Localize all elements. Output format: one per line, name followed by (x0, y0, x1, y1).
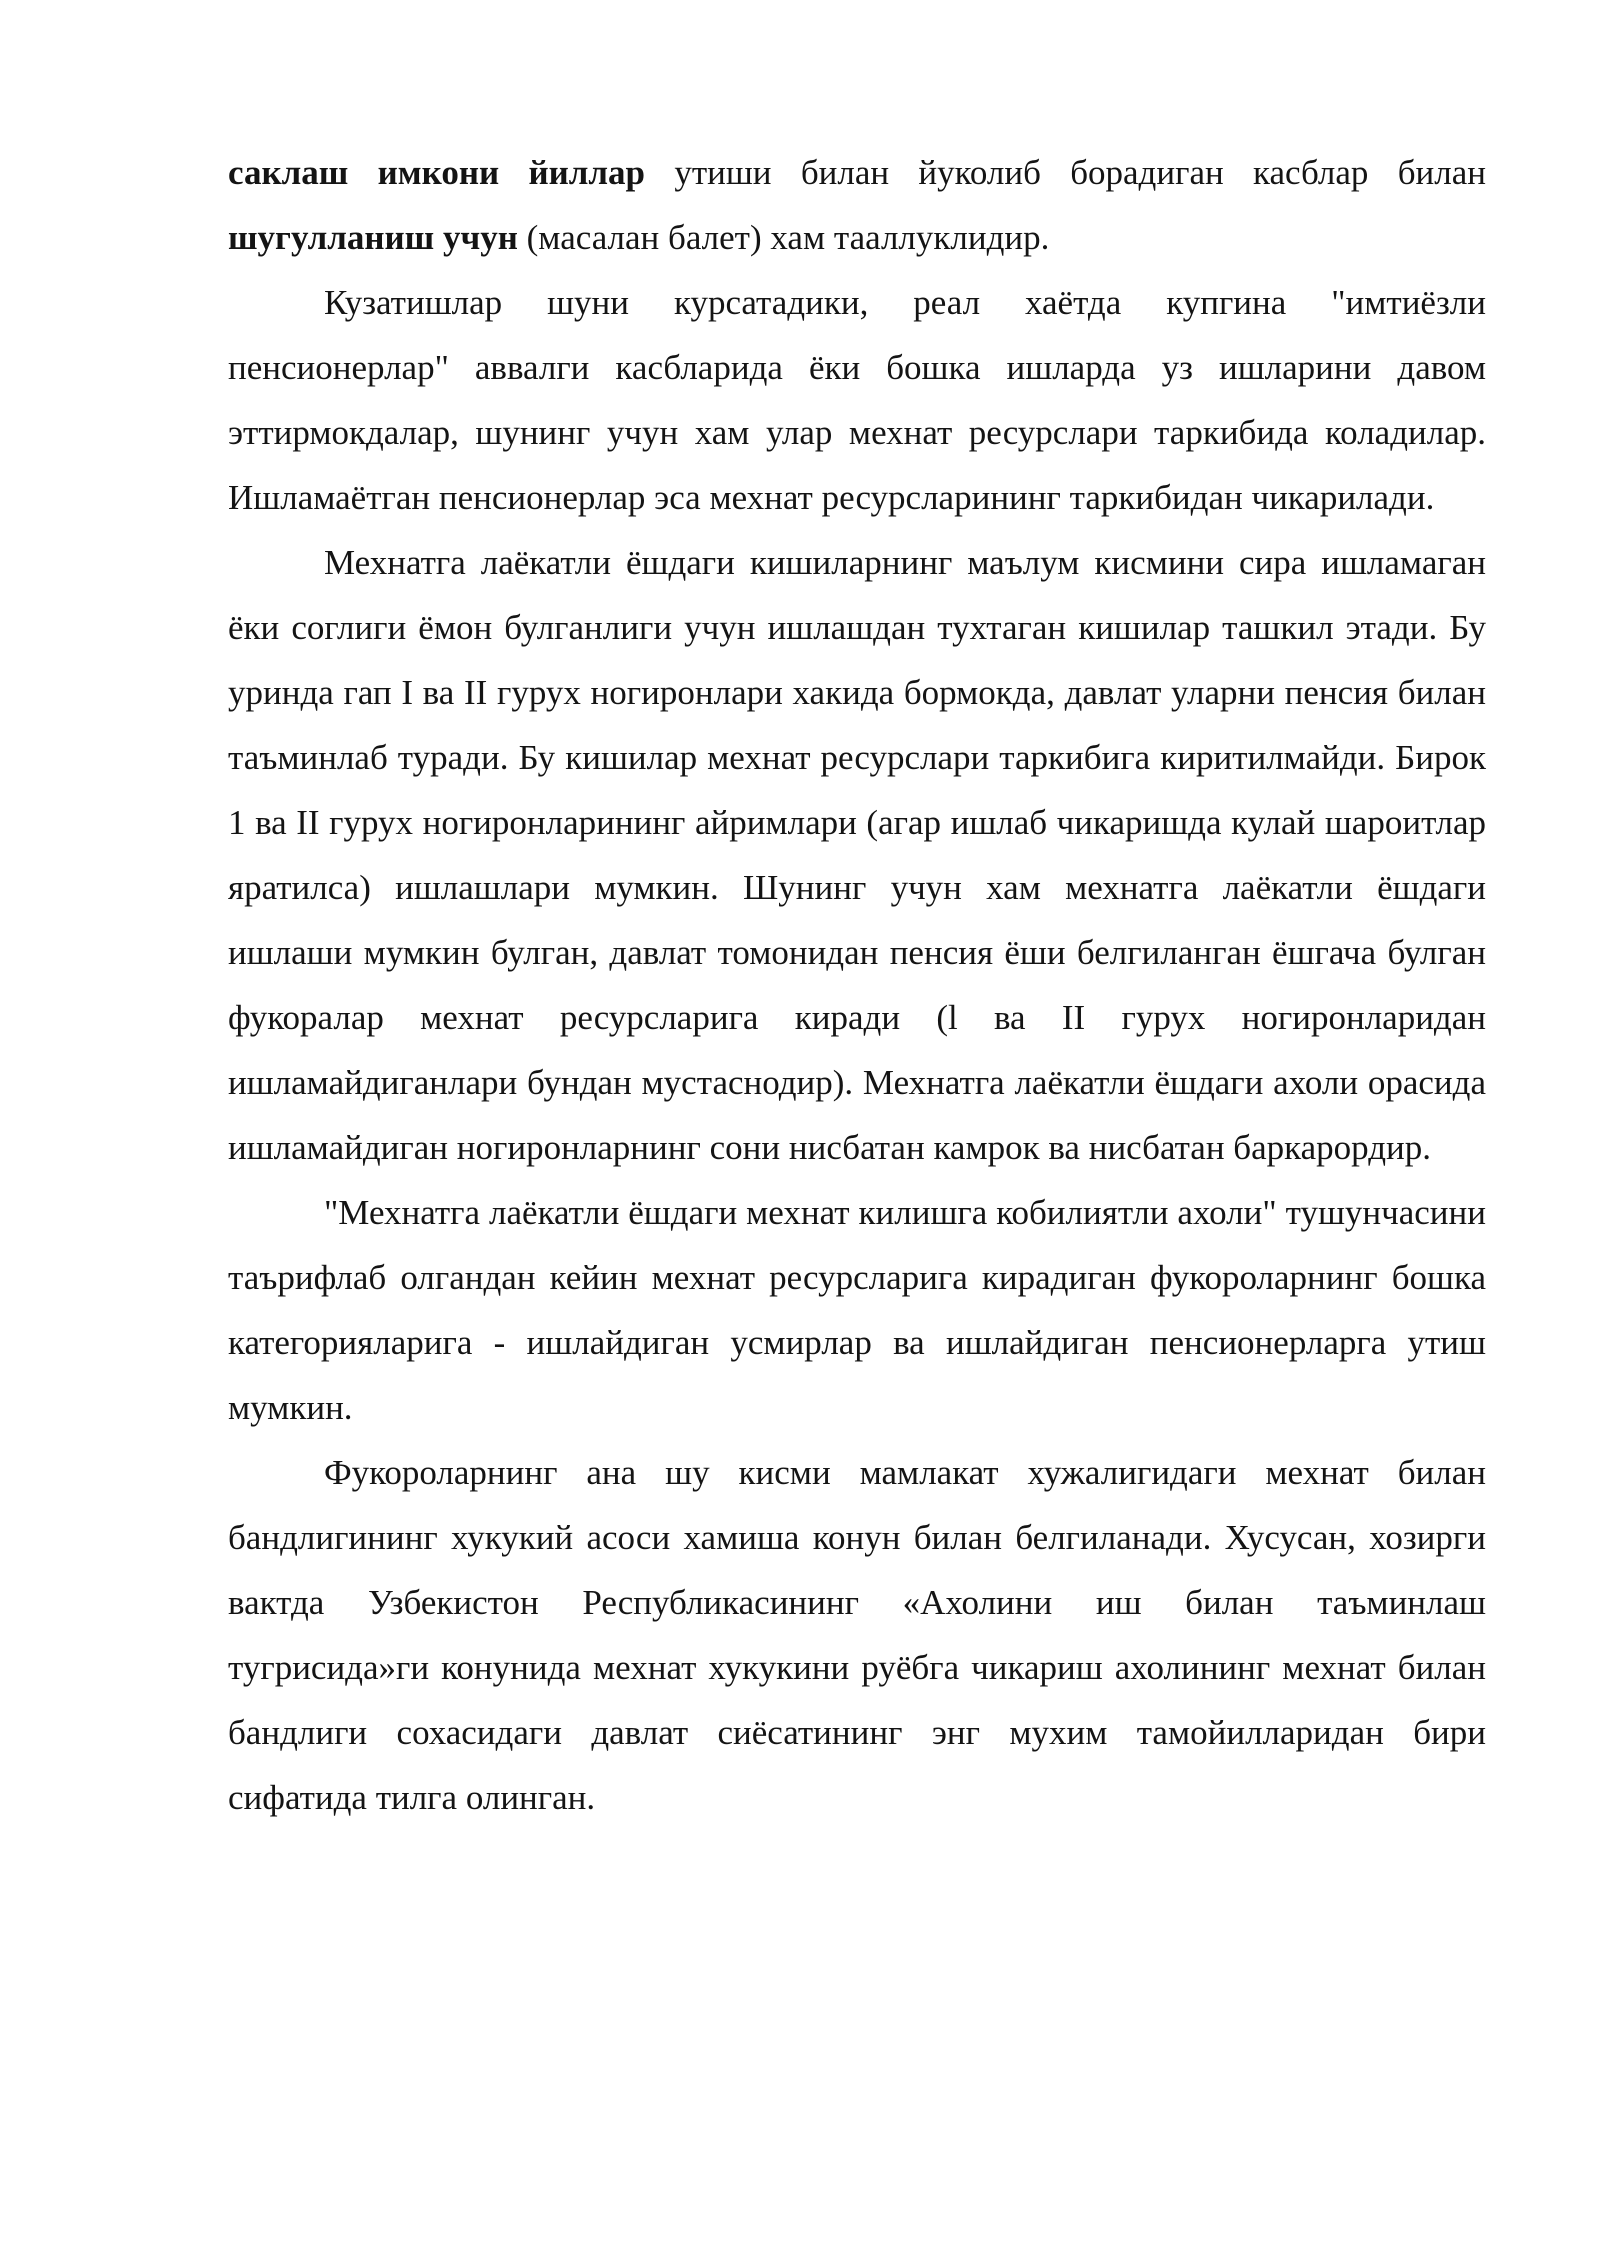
bold-phrase-2: шугулланиш учун (228, 218, 518, 257)
bold-phrase-1: саклаш имкони йиллар (228, 153, 646, 192)
paragraph-2: Кузатишлар шуни курсатадики, реал хаётда купгина "имтиёзли пенсионерлар" аввалги касбларида ёки бошка ишларда уз ишларини давом эттирмокдалар, шунинг учун хам улар мехнат ресурслари таркибида коладилар. Ишламаётган пенсионерлар эса мехнат ресурсларининг таркибидан чикарилади. (228, 283, 1486, 517)
paragraph-4: "Мехнатга лаёкатли ёшдаги мехнат килишга кобилиятли ахоли" тушунчасини таърифлаб олгандан кейин мехнат ресурсларига кирадиган фукороларнинг бошка категорияларига - ишлайдиган усмирлар ва ишлайдиган пенсионерларга утиш мумкин. (228, 1193, 1486, 1427)
document-page (228, 140, 1486, 1830)
paragraph-5: Фукороларнинг ана шу кисми мамлакат хужалигидаги мехнат билан бандлигининг хукукий асоси хамиша конун билан белгиланади. Хусусан, хозирги вактда Узбекистон Республикасининг «Ахолини иш билан таъминлаш тугрисида»ги конунида мехнат хукукини руёбга чикариш ахолининг мехнат билан бандлиги сохасидаги давлат сиёсатининг энг мухим тамойилларидан бири сифатида тилга олинган. (228, 1453, 1486, 1817)
paragraph-1-text-a: утиши билан йуколиб борадиган касблар билан (645, 153, 1486, 192)
paragraph-1-text-b: (масалан балет) хам тааллуклидир. (517, 218, 1050, 257)
paragraph-1 (228, 140, 1486, 270)
paragraph-3: Мехнатга лаёкатли ёшдаги кишиларнинг маълум кисмини сира ишламаган ёки соглиги ёмон булганлиги учун ишлашдан тухтаган кишилар ташкил этади. Бу уринда гап I ва II гурух ногиронлари хакида бормокда, давлат уларни пенсия билан таъминлаб туради. Бу кишилар мехнат ресурслари таркибига киритилмайди. Бирок 1 ва II гурух ногиронларининг айримлари (агар ишлаб чикаришда кулай шароитлар яратилса) ишлашлари мумкин. Шунинг учун хам мехнатга лаёкатли ёшдаги ишлаши мумкин булган, давлат томонидан пенсия ёши белгиланган ёшгача булган фукоралар мехнат ресурсларига киради (l ва II гурух ногиронларидан ишламайдиганлари бундан мустаснодир). Мехнатга лаёкатли ёшдаги ахоли орасида ишламайдиган ногиронларнинг сони нисбатан камрок ва нисбатан баркарордир. (228, 543, 1486, 1167)
